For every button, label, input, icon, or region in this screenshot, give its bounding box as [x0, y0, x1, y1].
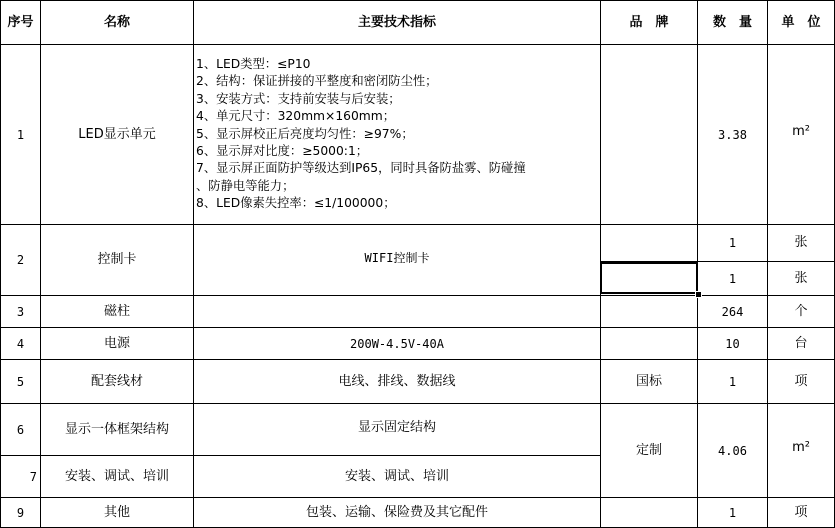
row5-seq[interactable]: 5 [0, 360, 41, 404]
row3-brand[interactable] [601, 296, 698, 328]
row1-quantity[interactable]: 3.38 [698, 45, 768, 225]
row6-name[interactable]: 显示一体框架结构 [41, 404, 194, 456]
row3-unit[interactable]: 个 [768, 296, 835, 328]
spec-line-2: 2、结构：保证拼接的平整度和密闭防尘性； [196, 74, 438, 89]
row6-quantity[interactable]: 4.06 [698, 404, 768, 498]
active-cell-selection[interactable] [600, 262, 698, 294]
spec-line-5: 5、显示屏校正后亮度均匀性：≥97%； [196, 126, 414, 141]
header-quantity[interactable]: 数 量 [698, 0, 768, 45]
row2-unit-a[interactable]: 张 [768, 225, 835, 262]
row2-spec[interactable]: WIFI控制卡 [194, 225, 601, 296]
spec-line-4: 4、单元尺寸：320mm×160mm； [196, 109, 396, 124]
row9-spec[interactable]: 包装、运输、保险费及其它配件 [194, 498, 601, 528]
row3-name[interactable]: 磁柱 [41, 296, 194, 328]
row6-spec[interactable]: 显示固定结构 [194, 404, 601, 456]
row2-quantity-a[interactable]: 1 [698, 225, 768, 262]
row2-quantity-b[interactable]: 1 [698, 262, 768, 296]
row2-unit-b[interactable]: 张 [768, 262, 835, 296]
row6-seq[interactable]: 6 [0, 404, 41, 456]
row1-name[interactable]: LED显示单元 [41, 45, 194, 225]
row9-name[interactable]: 其他 [41, 498, 194, 528]
row1-spec[interactable] [194, 45, 601, 225]
row5-quantity[interactable]: 1 [698, 360, 768, 404]
spec-line-9: 8、LED像素失控率：≤1/100000； [196, 196, 396, 211]
row1-unit[interactable]: m² [768, 45, 835, 225]
row1-seq[interactable]: 1 [0, 45, 41, 225]
row1-brand[interactable] [601, 45, 698, 225]
row5-unit[interactable]: 项 [768, 360, 835, 404]
row7-spec[interactable]: 安装、调试、培训 [194, 456, 601, 498]
header-name[interactable]: 名称 [41, 0, 194, 45]
row9-seq[interactable]: 9 [0, 498, 41, 528]
header-spec[interactable]: 主要技术指标 [194, 0, 601, 45]
row4-spec[interactable]: 200W-4.5V-40A [194, 328, 601, 360]
row4-unit[interactable]: 台 [768, 328, 835, 360]
spec-line-1: 1、LED类型：≤P10 [196, 57, 311, 71]
row4-quantity[interactable]: 10 [698, 328, 768, 360]
header-seq[interactable]: 序号 [0, 0, 41, 45]
row9-unit[interactable]: 项 [768, 498, 835, 528]
row6-unit[interactable]: m² [768, 404, 835, 498]
row7-name[interactable]: 安装、调试、培训 [41, 456, 194, 498]
spec-line-8: 、防静电等能力； [196, 178, 295, 193]
row4-seq[interactable]: 4 [0, 328, 41, 360]
row9-quantity[interactable]: 1 [698, 498, 768, 528]
row3-quantity[interactable]: 264 [698, 296, 768, 328]
row5-brand[interactable]: 国标 [601, 360, 698, 404]
row3-spec[interactable] [194, 296, 601, 328]
row7-seq[interactable]: 7 [0, 456, 41, 498]
header-unit[interactable]: 单 位 [768, 0, 835, 45]
row2-name[interactable]: 控制卡 [41, 225, 194, 296]
row3-seq[interactable]: 3 [0, 296, 41, 328]
row4-name[interactable]: 电源 [41, 328, 194, 360]
row9-brand[interactable] [601, 498, 698, 528]
row2-brand-a[interactable] [601, 225, 698, 262]
spec-line-7: 7、显示屏正面防护等级达到IP65，同时具备防盐雾、防碰撞 [196, 161, 526, 176]
spec-line-6: 6、显示屏对比度：≥5000:1； [196, 144, 369, 159]
fill-handle[interactable] [695, 291, 702, 298]
row5-name[interactable]: 配套线材 [41, 360, 194, 404]
spec-line-3: 3、安装方式：支持前安装与后安装； [196, 91, 401, 106]
row4-brand[interactable] [601, 328, 698, 360]
row5-spec[interactable]: 电线、排线、数据线 [194, 360, 601, 404]
row6-brand[interactable]: 定制 [601, 404, 698, 498]
row2-seq[interactable]: 2 [0, 225, 41, 296]
header-brand[interactable]: 品 牌 [601, 0, 698, 45]
